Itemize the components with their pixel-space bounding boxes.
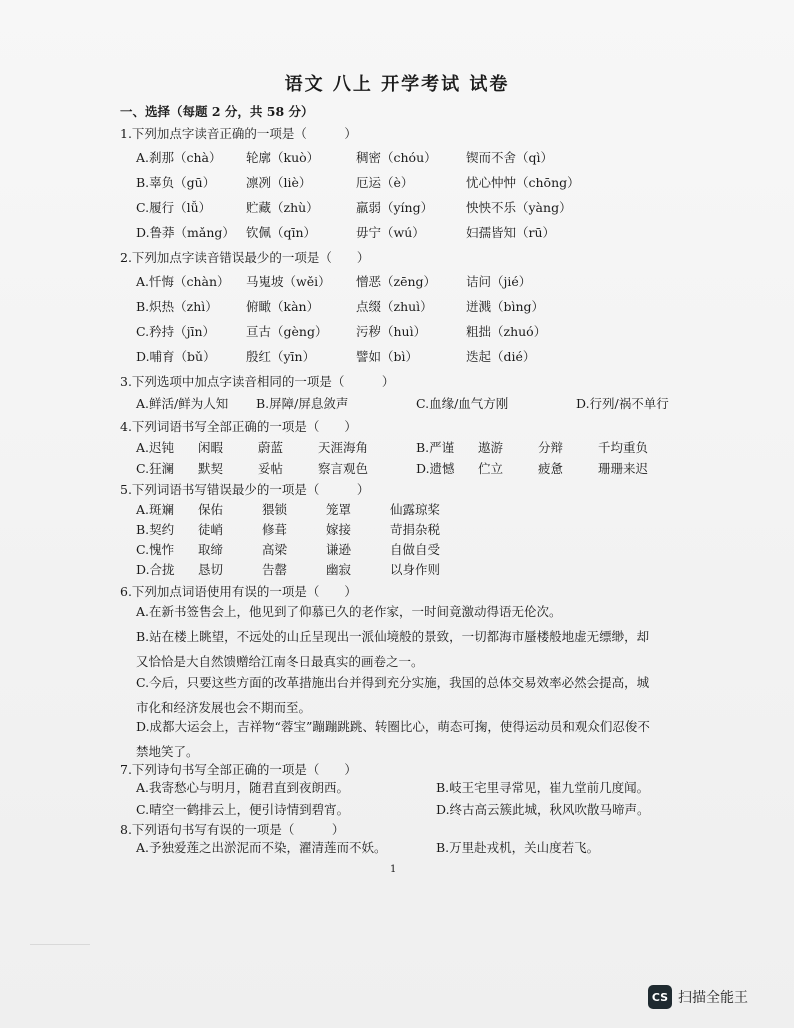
option-item: 诘问（jié） [466,274,532,289]
word-item: 猥锁 [262,502,288,517]
question-5-option-d [136,560,500,578]
word-item: B.严谨 [416,440,455,455]
word-item: 蔚蓝 [258,440,284,455]
scan-artifact [30,944,90,945]
page-title: 语文 八上 开学考试 试卷 [284,74,510,95]
question-2-option-b [136,297,596,315]
question-7-stem: 7.下列诗句书写全部正确的一项是（ ） [120,762,357,777]
question-4-row-2 [136,459,708,477]
question-1-option-b [136,173,616,191]
word-item: 妥帖 [258,461,284,476]
question-1-stem: 1.下列加点字读音正确的一项是（ ） [120,126,357,141]
word-item: 谦逊 [326,542,352,557]
word-item: 察言观色 [318,461,369,476]
word-item: 笼罩 [326,502,352,517]
option-item: 厄运（è） [356,175,414,190]
option-item: D.哺育（bǔ） [136,349,216,364]
word-item: 疲惫 [538,461,564,476]
option-item: 憎恶（zēng） [356,274,437,289]
option-item: B.万里赴戎机，关山度若飞。 [436,840,600,855]
option-item: D.终古高云簇此城，秋风吹散马啼声。 [436,802,650,817]
word-item: 闲暇 [198,440,224,455]
word-item: 仙露琼桨 [390,502,441,517]
word-item: 徒峭 [198,522,224,537]
option-item: D.鲁莽（mǎng） [136,225,235,240]
question-6-option-a: A.在新书签售会上，他见到了仰慕已久的老作家，一时间竟激动得语无伦次。 [136,604,562,619]
option-item: 忧心忡忡（chōng） [466,175,580,190]
question-8-options [136,838,676,856]
word-item: 恳切 [198,562,224,577]
word-item: A.迟钝 [136,440,175,455]
word-item: 以身作则 [390,562,441,577]
word-item: 伫立 [478,461,504,476]
word-item: 千均重负 [598,440,649,455]
question-1-option-d [136,223,616,241]
question-7-options [136,778,676,818]
word-item: 遨游 [478,440,504,455]
question-3-stem: 3.下列选项中加点字读音相同的一项是（ ） [120,374,395,389]
word-item: C.狂澜 [136,461,175,476]
word-item: 告罄 [262,562,288,577]
option-item: C.履行（lǚ） [136,200,212,215]
watermark-text: 扫描全能王 [678,990,748,1006]
word-item: 分辩 [538,440,564,455]
question-5-option-c [136,540,500,558]
option-item: 粗拙（zhuó） [466,324,547,339]
question-8-stem: 8.下列语句书写有误的一项是（ ） [120,822,345,837]
question-2-option-a [136,272,596,290]
question-4-row-1 [136,438,708,456]
option-item: 污秽（huì） [356,324,427,339]
page-number: 1 [390,864,397,875]
word-item: C.愧怍 [136,542,175,557]
option-item: B.炽热（zhì） [136,299,218,314]
option-item: 毋宁（wú） [356,225,425,240]
question-1-option-c [136,198,616,216]
question-1-option-a [136,148,596,166]
option-item: 怏怏不乐（yàng） [466,200,572,215]
question-6-option-d: D.成都大运会上，吉祥物“蓉宝”蹦蹦跳跳、转圈比心，萌态可掬，使得运动员和观众们忍俊不禁地笑了。 [136,719,650,759]
question-2-option-d [136,347,596,365]
word-item: 取缔 [198,542,224,557]
question-2-option-c [136,322,596,340]
option-item: 迭起（dié） [466,349,536,364]
word-item: A.斑斓 [136,502,175,517]
option-item: A.予独爱莲之出淤泥而不染，濯清莲而不妖。 [136,840,387,855]
option-item: D.行列/祸不单行 [576,396,669,411]
option-item: B.辜负（gū） [136,175,216,190]
option-item: 妇孺皆知（rū） [466,225,556,240]
option-item: 稠密（chóu） [356,150,437,165]
option-item: 羸弱（yíng） [356,200,434,215]
word-item: 保佑 [198,502,224,517]
question-5-stem: 5.下列词语书写错误最少的一项是（ ） [120,482,370,497]
word-item: 苛捐杂税 [390,522,441,537]
word-item: 修葺 [262,522,288,537]
question-4-stem: 4.下列词语书写全部正确的一项是（ ） [120,419,357,434]
question-6-option-b: B.站在楼上眺望，不远处的山丘呈现出一派仙境般的景致，一切都海市蜃楼般地虚无缥缈，却又恰恰是大自然馈赠给江南冬日最真实的画卷之一。 [136,629,650,669]
word-item: 幽寂 [326,562,352,577]
option-item: C.矜持（jīn） [136,324,216,339]
option-item: 马嵬坡（wěi） [246,274,331,289]
word-item: B.契约 [136,522,175,537]
option-item: 锲而不舍（qì） [466,150,553,165]
option-item: C.晴空一鹤排云上，便引诗情到碧宵。 [136,802,350,817]
option-item: A.我寄愁心与明月，随君直到夜朗西。 [136,780,350,795]
option-item: 凛冽（liè） [246,175,312,190]
word-item: 自做自受 [390,542,441,557]
scanner-watermark [648,985,748,1009]
word-item: 珊珊来迟 [598,461,649,476]
word-item: 天涯海角 [318,440,369,455]
camscanner-logo-icon: CS [648,985,672,1009]
option-item: 贮藏（zhù） [246,200,319,215]
option-item: C.血缘/血气方刚 [416,396,509,411]
word-item: 嫁接 [326,522,352,537]
option-item: A.鲜活/鲜为人知 [136,396,229,411]
option-item: B.屏障/屏息敛声 [256,396,349,411]
question-5-option-b [136,520,500,538]
option-item: B.岐王宅里寻常见，崔九堂前几度闻。 [436,780,650,795]
option-item: 亘古（gèng） [246,324,328,339]
question-5-option-a [136,500,500,518]
word-item: 默契 [198,461,224,476]
option-item: 轮廓（kuò） [246,150,320,165]
option-item: 殷红（yīn） [246,349,316,364]
question-6-stem: 6.下列加点词语使用有误的一项是（ ） [120,584,357,599]
word-item: 高梁 [262,542,288,557]
question-3-options [136,394,686,412]
word-item: D.遗憾 [416,461,455,476]
option-item: 点缀（zhuì） [356,299,433,314]
question-2-stem: 2.下列加点字读音错误最少的一项是（ ） [120,250,370,265]
word-item: D.合拢 [136,562,175,577]
option-item: 钦佩（qīn） [246,225,317,240]
section-heading: 一、选择（每题 2 分，共 58 分） [120,104,314,119]
option-item: 俯瞰（kàn） [246,299,320,314]
option-item: A.忏悔（chàn） [136,274,230,289]
option-item: 迸溅（bìng） [466,299,545,314]
option-item: 譬如（bì） [356,349,418,364]
option-item: A.刹那（chà） [136,150,222,165]
question-6-option-c: C.今后，只要这些方面的改革措施出台并得到充分实施，我国的总体交易效率必然会提高，城市化和经济发展也会不期而至。 [136,675,650,715]
